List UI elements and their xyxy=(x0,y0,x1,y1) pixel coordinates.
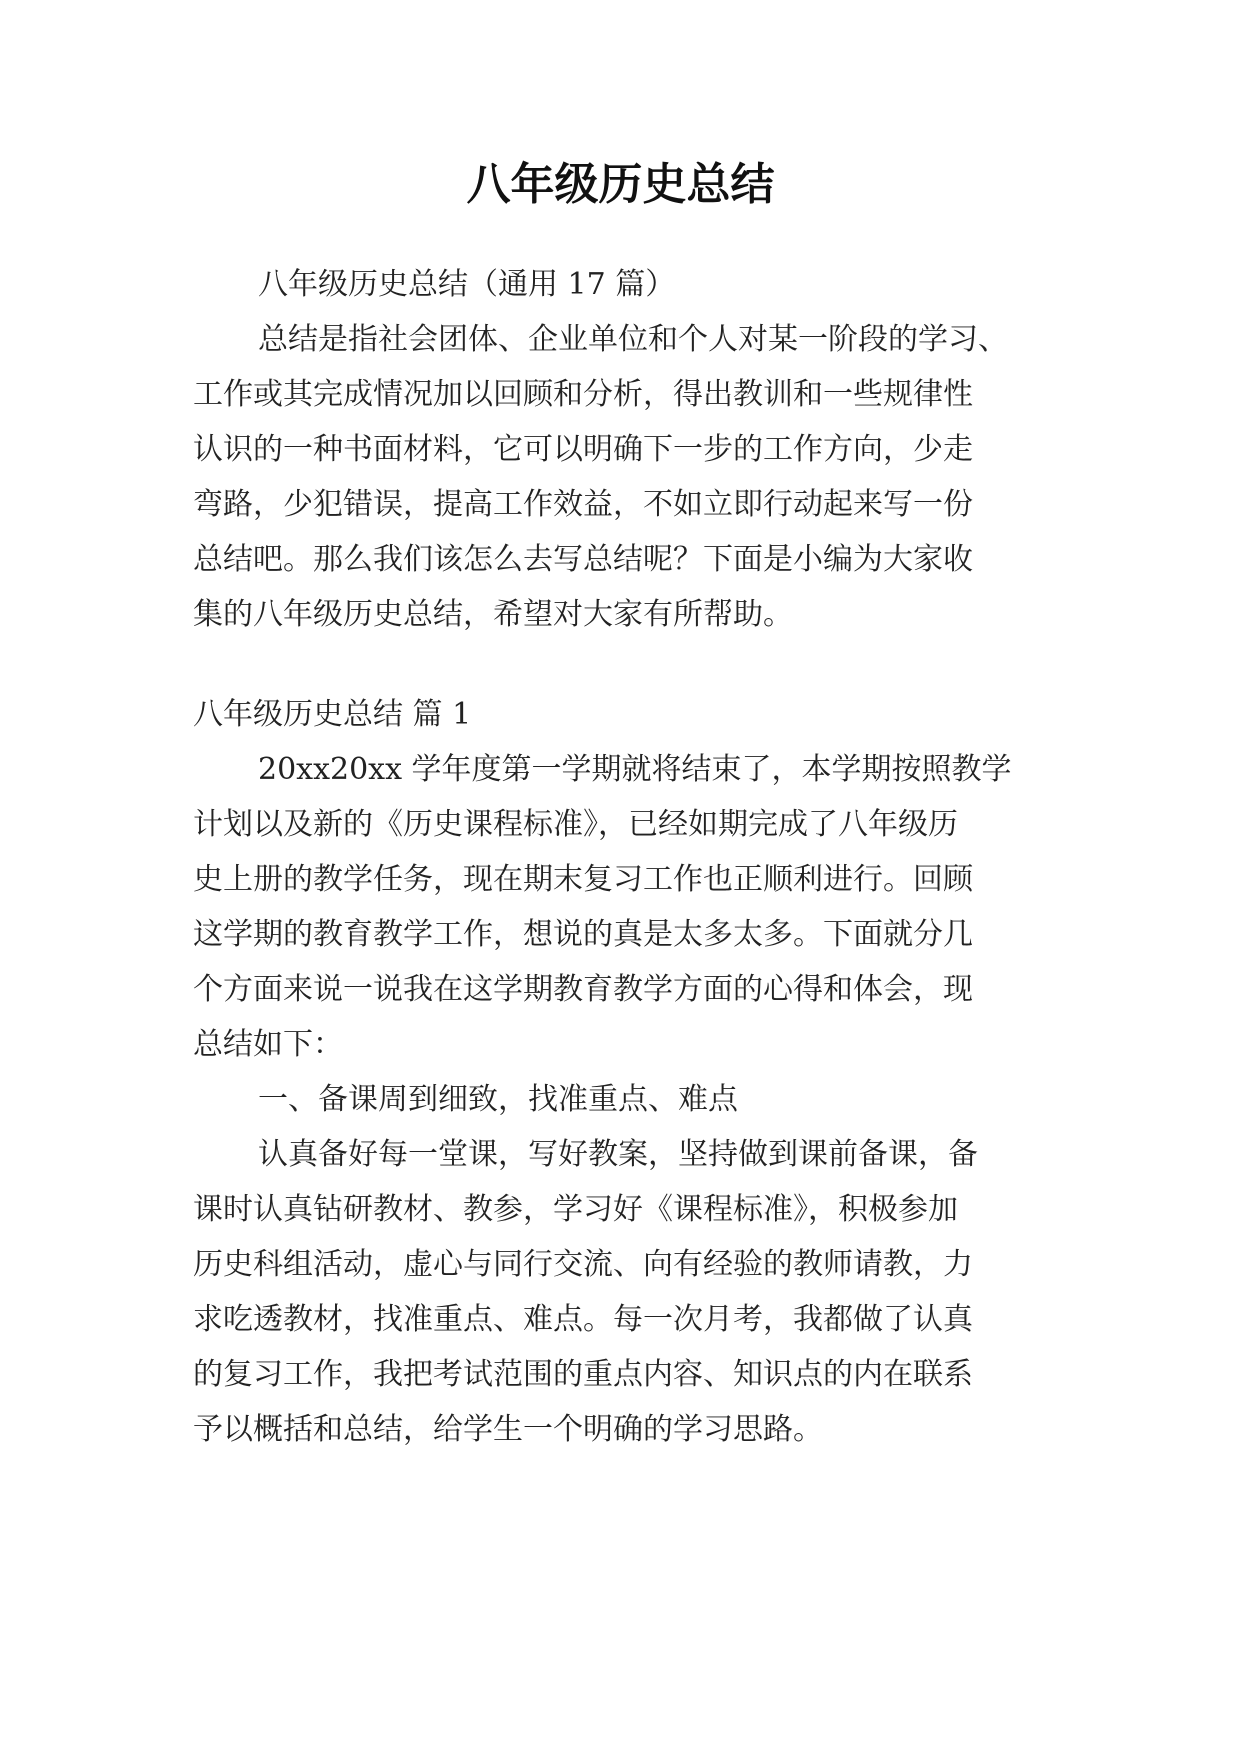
paragraph-line: 计划以及新的《历史课程标准》，已经如期完成了八年级历 xyxy=(193,807,958,842)
paragraph-line: 个方面来说一说我在这学期教育教学方面的心得和体会，现 xyxy=(193,972,973,1007)
section-heading: 八年级历史总结 篇 1 xyxy=(193,697,472,732)
paragraph-line: 20xx20xx 学年度第一学期就将结束了，本学期按照教学 xyxy=(258,752,1012,787)
subtitle-line: 八年级历史总结（通用 17 篇） xyxy=(258,267,676,302)
paragraph-line: 认识的一种书面材料，它可以明确下一步的工作方向，少走 xyxy=(193,432,973,467)
document-title: 八年级历史总结 xyxy=(466,159,775,210)
paragraph-line: 弯路，少犯错误，提高工作效益，不如立即行动起来写一份 xyxy=(193,487,973,522)
paragraph-line: 求吃透教材，找准重点、难点。每一次月考，我都做了认真 xyxy=(193,1302,973,1337)
paragraph-line: 工作或其完成情况加以回顾和分析，得出教训和一些规律性 xyxy=(193,377,973,412)
paragraph-line: 总结吧。那么我们该怎么去写总结呢？下面是小编为大家收 xyxy=(193,542,973,577)
paragraph-line: 总结是指社会团体、企业单位和个人对某一阶段的学习、 xyxy=(258,322,1008,357)
paragraph-line: 总结如下： xyxy=(193,1027,343,1062)
paragraph-line: 予以概括和总结，给学生一个明确的学习思路。 xyxy=(193,1412,823,1447)
paragraph-line: 课时认真钻研教材、教参，学习好《课程标准》，积极参加 xyxy=(193,1192,958,1227)
paragraph-line: 认真备好每一堂课，写好教案，坚持做到课前备课，备 xyxy=(258,1137,978,1172)
paragraph-line: 的复习工作，我把考试范围的重点内容、知识点的内在联系 xyxy=(193,1357,973,1392)
subsection-heading: 一、备课周到细致，找准重点、难点 xyxy=(258,1082,738,1117)
paragraph-line: 历史科组活动，虚心与同行交流、向有经验的教师请教，力 xyxy=(193,1247,973,1282)
paragraph-line: 史上册的教学任务，现在期末复习工作也正顺利进行。回顾 xyxy=(193,862,973,897)
paragraph-line: 集的八年级历史总结，希望对大家有所帮助。 xyxy=(193,597,793,632)
paragraph-line: 这学期的教育教学工作，想说的真是太多太多。下面就分几 xyxy=(193,917,973,952)
